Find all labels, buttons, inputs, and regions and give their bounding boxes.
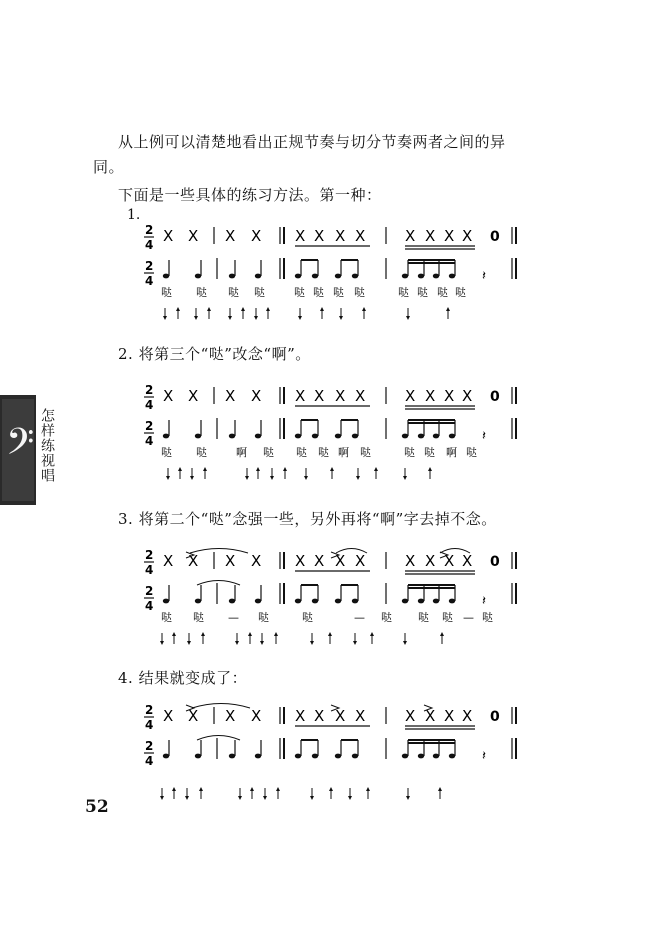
arrow-head (241, 307, 245, 311)
arrow-head (254, 316, 258, 320)
note-head (433, 599, 439, 604)
arrow-head (228, 316, 232, 320)
x-beat: X (425, 387, 436, 405)
tie (336, 549, 367, 554)
arrow-head (310, 796, 314, 800)
paragraph-1-end: 同。 (93, 158, 125, 176)
time-sig-bottom: 4 (145, 238, 154, 252)
arrow-head (304, 476, 308, 480)
accent (440, 552, 448, 558)
note-head (352, 754, 358, 759)
quarter-rest: 𝄽 (482, 429, 486, 444)
arrow-head (320, 307, 324, 311)
time-sig-bottom: 4 (145, 754, 154, 768)
syllable: 哒 (442, 611, 453, 624)
note-head (402, 434, 408, 439)
x-beat: X (355, 227, 366, 245)
syllable: 哒 (313, 286, 324, 299)
tie (440, 549, 470, 554)
x-beat: X (355, 552, 366, 570)
x-beat: X (295, 227, 306, 245)
time-sig-top: 2 (145, 739, 154, 753)
sidebar-title: 怎样练视唱 (39, 408, 55, 483)
note-head (352, 434, 358, 439)
syllable: 哒 (466, 446, 477, 459)
arrow-head (256, 467, 260, 471)
note-head (402, 274, 408, 279)
syllable: — (463, 611, 474, 624)
arrow-head (160, 796, 164, 800)
arrow-head (339, 316, 343, 320)
tie (190, 549, 248, 554)
arrow-head (266, 307, 270, 311)
x-beat: X (355, 707, 366, 725)
syllable: 哒 (418, 611, 429, 624)
x-beat: X (225, 227, 236, 245)
x-beat: X (444, 552, 455, 570)
syllable: 哒 (294, 286, 305, 299)
note-head (229, 274, 235, 279)
x-beat: X (251, 707, 262, 725)
syllable: 哒 (296, 446, 307, 459)
time-sig-bottom: 4 (145, 563, 154, 577)
arrow-head (260, 641, 264, 645)
arrow-head (283, 467, 287, 471)
note-head (402, 754, 408, 759)
syllable: 哒 (424, 446, 435, 459)
rest: 0 (490, 709, 500, 725)
arrow-head (185, 796, 189, 800)
syllable: 哒 (437, 286, 448, 299)
arrow-head (270, 476, 274, 480)
note-head (335, 754, 341, 759)
note-head (295, 434, 301, 439)
x-beat: X (163, 552, 174, 570)
syllable: 哒 (263, 446, 274, 459)
arrow-head (356, 476, 360, 480)
note-head (229, 754, 235, 759)
note-head (433, 274, 439, 279)
note-head (433, 434, 439, 439)
arrow-head (245, 476, 249, 480)
arrow-head (298, 316, 302, 320)
time-sig-top: 2 (145, 584, 154, 598)
syllable: — (354, 611, 365, 624)
note-head (195, 274, 201, 279)
paragraph-1: 从上例可以清楚地看出正规节奏与切分节奏两者之间的异 (118, 133, 506, 151)
tie (197, 581, 240, 586)
x-beat: X (251, 227, 262, 245)
quarter-rest: 𝄽 (482, 269, 486, 284)
x-beat: X (295, 387, 306, 405)
example-1-number: 1. (127, 207, 141, 223)
note-head (295, 274, 301, 279)
accent (186, 705, 194, 711)
x-beat: X (163, 387, 174, 405)
x-beat: X (462, 552, 473, 570)
syllable: 哒 (302, 611, 313, 624)
arrow-head (238, 796, 242, 800)
time-sig-bottom: 4 (145, 599, 154, 613)
arrow-head (248, 632, 252, 636)
accent (331, 705, 339, 711)
time-sig-top: 2 (145, 703, 154, 717)
note-head (312, 274, 318, 279)
note-head (163, 754, 169, 759)
arrow-head (440, 632, 444, 636)
arrow-head (438, 787, 442, 791)
x-beat: X (462, 387, 473, 405)
syllable: 哒 (318, 446, 329, 459)
x-beat: X (188, 387, 199, 405)
note-head (449, 754, 455, 759)
arrow-head (362, 307, 366, 311)
arrow-head (235, 641, 239, 645)
x-beat: X (425, 227, 436, 245)
time-sig-top: 2 (145, 223, 154, 237)
syllable: 哒 (404, 446, 415, 459)
arrow-head (201, 632, 205, 636)
note-head (449, 274, 455, 279)
note-head (312, 434, 318, 439)
note-head (352, 274, 358, 279)
arrow-head (330, 467, 334, 471)
note-head (402, 599, 408, 604)
note-head (418, 599, 424, 604)
page-number: 52 (85, 797, 109, 817)
x-beat: X (425, 707, 436, 725)
syllable: 哒 (161, 611, 172, 624)
note-head (335, 274, 341, 279)
syllable: 哒 (196, 286, 207, 299)
note-head (418, 434, 424, 439)
rest: 0 (490, 229, 500, 245)
x-beat: X (405, 707, 416, 725)
note-head (312, 754, 318, 759)
note-head (163, 274, 169, 279)
arrow-head (274, 632, 278, 636)
example-2-heading: 2. 将第三个“哒”改念“啊”。 (118, 345, 311, 363)
x-beat: X (188, 227, 199, 245)
syllable: 哒 (417, 286, 428, 299)
arrow-head (166, 476, 170, 480)
arrow-head (329, 787, 333, 791)
arrow-head (199, 787, 203, 791)
x-beat: X (405, 552, 416, 570)
x-beat: X (295, 552, 306, 570)
note-head (255, 274, 261, 279)
arrow-head (406, 316, 410, 320)
syllable: — (228, 611, 239, 624)
x-beat: X (251, 552, 262, 570)
arrow-head (250, 787, 254, 791)
note-head (229, 434, 235, 439)
x-beat: X (335, 387, 346, 405)
svg-text:𝄢: 𝄢 (6, 421, 35, 472)
arrow-head (263, 796, 267, 800)
arrow-head (366, 787, 370, 791)
syllable: 哒 (360, 446, 371, 459)
arrow-head (403, 476, 407, 480)
x-beat: X (444, 387, 455, 405)
x-beat: X (188, 707, 199, 725)
tie (192, 704, 250, 709)
note-head (449, 599, 455, 604)
arrow-head (353, 641, 357, 645)
note-head (433, 754, 439, 759)
arrow-head (370, 632, 374, 636)
note-head (195, 434, 201, 439)
x-beat: X (425, 552, 436, 570)
accent (186, 552, 194, 558)
arrow-head (176, 307, 180, 311)
note-head (449, 434, 455, 439)
note-head (163, 599, 169, 604)
x-beat: X (462, 707, 473, 725)
note-head (229, 599, 235, 604)
arrow-head (374, 467, 378, 471)
time-sig-bottom: 4 (145, 274, 154, 288)
x-beat: X (335, 552, 346, 570)
note-head (418, 274, 424, 279)
syllable: 哒 (196, 446, 207, 459)
time-sig-bottom: 4 (145, 398, 154, 412)
x-beat: X (314, 227, 325, 245)
arrow-head (172, 787, 176, 791)
x-beat: X (405, 227, 416, 245)
quarter-rest: 𝄽 (482, 594, 486, 609)
syllable: 哒 (254, 286, 265, 299)
note-head (163, 434, 169, 439)
syllable: 哒 (455, 286, 466, 299)
note-head (195, 599, 201, 604)
syllable: 哒 (161, 286, 172, 299)
note-head (255, 599, 261, 604)
x-beat: X (405, 387, 416, 405)
rest: 0 (490, 554, 500, 570)
arrow-head (160, 641, 164, 645)
arrow-head (403, 641, 407, 645)
note-head (295, 599, 301, 604)
note-head (312, 599, 318, 604)
note-head (335, 434, 341, 439)
accent (424, 705, 432, 711)
arrow-head (190, 476, 194, 480)
x-beat: X (444, 227, 455, 245)
arrow-head (194, 316, 198, 320)
time-sig-top: 2 (145, 259, 154, 273)
x-beat: X (163, 707, 174, 725)
arrow-head (310, 641, 314, 645)
syllable: 啊 (236, 446, 247, 459)
note-head (195, 754, 201, 759)
arrow-head (207, 307, 211, 311)
quarter-rest: 𝄽 (482, 749, 486, 764)
arrow-head (348, 796, 352, 800)
syllable: 哒 (193, 611, 204, 624)
time-sig-top: 2 (145, 383, 154, 397)
note-head (295, 754, 301, 759)
x-beat: X (462, 227, 473, 245)
note-head (418, 754, 424, 759)
arrow-head (203, 467, 207, 471)
time-sig-top: 2 (145, 548, 154, 562)
x-beat: X (335, 227, 346, 245)
time-sig-bottom: 4 (145, 434, 154, 448)
accent (331, 552, 339, 558)
note-head (352, 599, 358, 604)
x-beat: X (355, 387, 366, 405)
arrow-head (428, 467, 432, 471)
x-beat: X (444, 707, 455, 725)
time-sig-top: 2 (145, 419, 154, 433)
syllable: 啊 (338, 446, 349, 459)
x-beat: X (314, 552, 325, 570)
syllable: 啊 (446, 446, 457, 459)
note-head (255, 434, 261, 439)
arrow-head (172, 632, 176, 636)
x-beat: X (295, 707, 306, 725)
arrow-head (178, 467, 182, 471)
time-sig-bottom: 4 (145, 718, 154, 732)
x-beat: X (335, 707, 346, 725)
syllable: 哒 (381, 611, 392, 624)
note-head (335, 599, 341, 604)
syllable: 哒 (354, 286, 365, 299)
x-beat: X (225, 552, 236, 570)
x-beat: X (314, 387, 325, 405)
syllable: 哒 (482, 611, 493, 624)
x-beat: X (314, 707, 325, 725)
arrow-head (406, 796, 410, 800)
arrow-head (446, 307, 450, 311)
arrow-head (328, 632, 332, 636)
arrow-head (163, 316, 167, 320)
example-4-heading: 4. 结果就变成了： (118, 669, 248, 687)
x-beat: X (251, 387, 262, 405)
note-head (255, 754, 261, 759)
syllable: 哒 (258, 611, 269, 624)
rest: 0 (490, 389, 500, 405)
syllable: 哒 (161, 446, 172, 459)
x-beat: X (188, 552, 199, 570)
syllable: 哒 (398, 286, 409, 299)
syllable: 哒 (228, 286, 239, 299)
tie (197, 736, 240, 741)
arrow-head (187, 641, 191, 645)
x-beat: X (225, 387, 236, 405)
bass-clef-logo (0, 395, 68, 505)
x-beat: X (225, 707, 236, 725)
arrow-head (276, 787, 280, 791)
paragraph-2: 下面是一些具体的练习方法。第一种： (118, 186, 382, 204)
example-3-heading: 3. 将第二个“哒”念强一些，另外再将“啊”字去掉不念。 (118, 510, 497, 528)
syllable: 哒 (333, 286, 344, 299)
x-beat: X (163, 227, 174, 245)
